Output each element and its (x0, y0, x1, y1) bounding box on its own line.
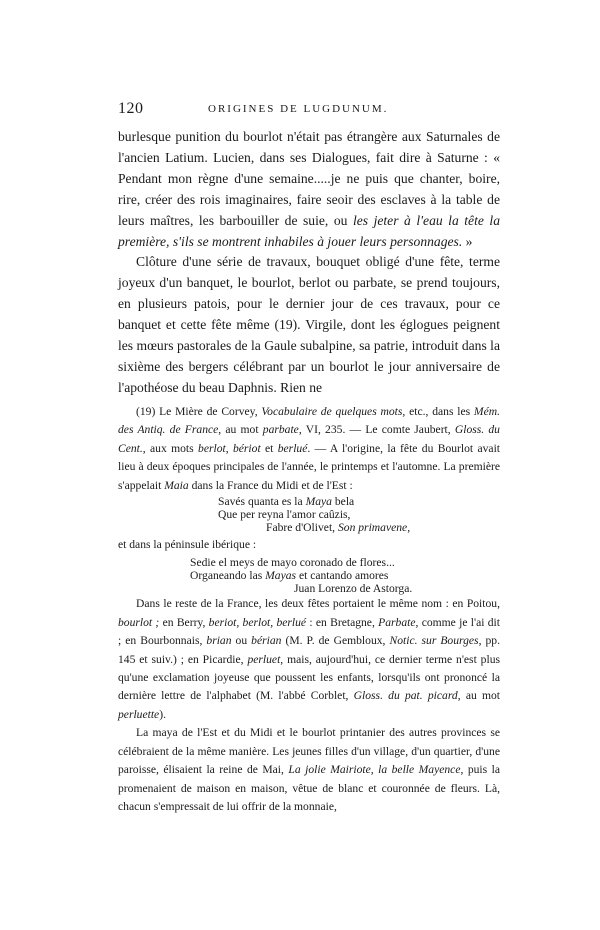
text-run: , mais, aujourd'hui, ce dernier terme n'est plus qu'une exclamation joyeuse que poussent les enfants, lorsqu'ils ont prononcé la dernière lettre de l'alphabet (M. l'abbé Corblet, (118, 652, 500, 703)
text-run: ou (231, 634, 252, 648)
italic-run: Maia (164, 478, 189, 492)
text-run: burlesque punition du bourlot n'était pas étrangère aux Saturnales de l'ancien Latium. Lucien, dans ses Dialogues, fait dire à Saturne : « Pendant mon règne d'une semaine.....je ne puis que chanter, boire, rire, créer des rois imaginaires, faire seoir des esclaves à la table de leurs maîtres, les barbouiller de suie, ou (118, 129, 500, 228)
text-run: dans la France du Midi et de l'Est : (188, 478, 353, 492)
main-text (118, 127, 500, 399)
italic-run: perluet (247, 652, 281, 666)
italic-run: Mém. des Antiq. de France (118, 405, 500, 437)
italic-run: beriot, berlot, berlué (208, 615, 307, 629)
text-run: Fabre d'Olivet, (266, 521, 338, 535)
italic-run: Gloss. du pat. picard (353, 689, 458, 703)
text-run: , pp. 145 et suiv.) ; en Picardie, (118, 634, 500, 666)
text-run: Savés quanta es la (218, 495, 306, 509)
text-run: bela (331, 495, 355, 509)
text-run: , aux mots (142, 441, 199, 455)
text-run: Dans le reste de la France, les deux fêtes portaient le même nom : en Poitou, (136, 597, 500, 611)
italic-run: bourlot ; (118, 615, 160, 629)
text-run: , etc., dans les (402, 405, 474, 418)
text-run: en Berry, (159, 615, 209, 629)
italic-run: Notic. sur Bourges (389, 634, 479, 648)
text-run: : en Bretagne, (306, 615, 379, 629)
verse-line (118, 569, 500, 582)
italic-run: Gloss. du Cent. (118, 423, 500, 455)
italic-run: berlot (198, 441, 226, 455)
text-run: , puis la promenaient de maison en maison, vêtue de blanc et couronnée de fleurs. Là, chacun s'empressait de lui offrir de la monnaie, (118, 763, 501, 813)
italic-run: berlué (277, 441, 308, 455)
italic-run: La jolie Mairiote, la belle Mayence (288, 763, 461, 777)
text-run: . — A l'origine, la fête du Bourlot avait lieu à deux époques principales de l'année, le printemps et l'automne. La première s'appelait (118, 441, 501, 492)
paragraph (118, 127, 500, 252)
text-run: et cantando amores (296, 569, 389, 583)
running-title: ORIGINES DE LUGDUNUM. (208, 103, 389, 115)
italic-run: Parbate (378, 615, 416, 629)
text-run: , comme je l'ai dit ; en Bourbonnais, (118, 615, 500, 648)
text-run: , (225, 441, 233, 455)
text-run: , au mot (457, 689, 500, 703)
italic-run: Son primavene, (337, 521, 411, 535)
text-line: et dans la péninsule ibérique : (118, 538, 257, 552)
italic-run: bériot (232, 441, 261, 455)
italic-quote: les jeter à l'eau la tête la première, s'ils se montrent inhabiles à jouer leurs personnages. (118, 212, 500, 249)
text-run: Clôture d'une série de travaux, bouquet obligé d'une fête, terme joyeux d'un banquet, le bourlot, berlot ou parbate, se prend toujours, en plusieurs patois, pour le dernier jour de ces travaux, pour ce banquet et cette fête même (19). Virgile, dont les églogues peignent les mœurs pastorales de la Gaule subalpine, sa patrie, introduit dans la sixième des bergers célébrant par un bourlot le jour anniversaire de l'apothéose du beau Daphnis. Rien ne (118, 254, 500, 395)
verse-quote-spanish (118, 556, 500, 595)
italic-run: perluette (118, 707, 160, 721)
verse-quote-occitan (118, 495, 500, 534)
verse-line: Que per reyna l'amor caûzis, (218, 508, 351, 522)
verse-attribution (118, 521, 500, 534)
italic-run: Vocabulaire de quelques mots (261, 405, 403, 418)
text-run: La maya de l'Est et du Midi et le bourlot printanier des autres provinces se célébraient de la même manière. Les jeunes filles d'un village, d'un quartier, d'une paroisse, élisaient la reine de Mai, (118, 726, 500, 777)
italic-run: Maya (305, 495, 332, 509)
italic-run: bérian (251, 634, 282, 648)
page-header (118, 100, 500, 120)
paragraph (118, 252, 500, 398)
footnotes (118, 403, 500, 816)
text-run: (M. P. de Gembloux, (281, 634, 390, 648)
footnote-paragraph (118, 595, 500, 724)
text-run: et (260, 441, 278, 455)
verse-line (118, 495, 500, 508)
text-run: Organeando las (190, 569, 266, 583)
italic-run: Mayas (265, 569, 297, 583)
page-number: 120 (118, 100, 144, 117)
italic-run: brian (206, 634, 232, 648)
footnote-19 (118, 403, 500, 495)
verse-attribution: Juan Lorenzo de Astorga. (294, 582, 413, 596)
text-run: , au mot (218, 423, 263, 437)
footnote-paragraph (118, 724, 500, 816)
text-run: , VI, 235. — Le comte Jaubert, (298, 423, 455, 437)
text-run: (19) Le Mière de Corvey, (136, 405, 262, 418)
italic-run: parbate (262, 423, 299, 437)
verse-line: Sedie el meys de mayo coronado de flores... (190, 556, 395, 570)
text-run: » (462, 233, 473, 249)
text-run: ). (159, 707, 166, 721)
